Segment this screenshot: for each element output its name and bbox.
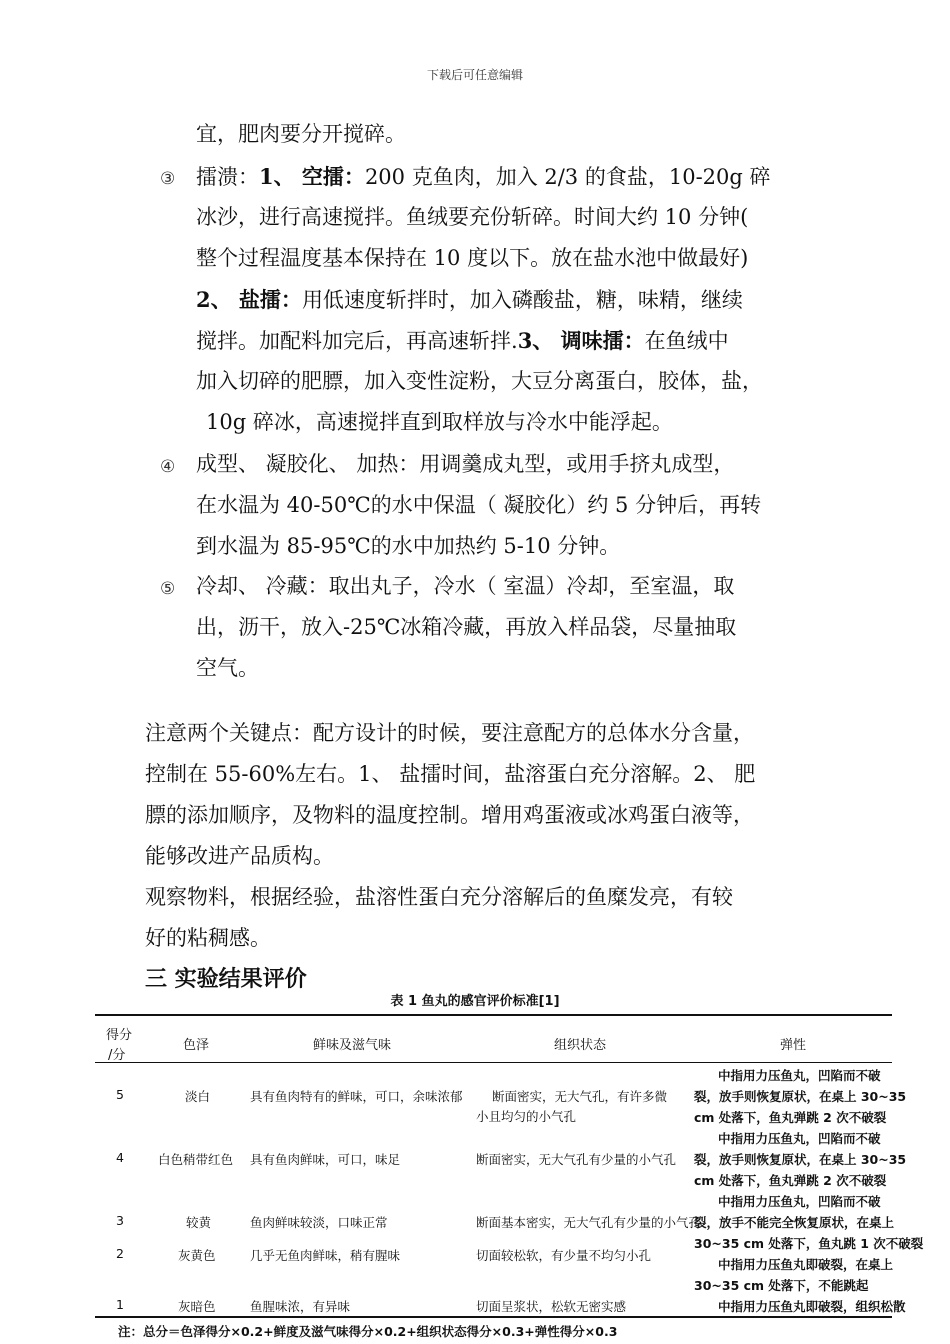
elasticity-text: 裂，放手不能完全恢复原状，在桌上 — [694, 1215, 895, 1230]
table-row-color: 较黄 — [186, 1215, 212, 1230]
page-header: 下载后可任意编辑 — [426, 68, 523, 82]
step-5-marker: ⑤ — [160, 579, 176, 599]
text-line: 到水温为 85-95℃的水中加热约 5-10 分钟。 — [196, 534, 621, 558]
elasticity-text: 中指用力压鱼丸，凹陷而不破 — [718, 1194, 881, 1209]
table-row-tissue: 切面呈浆状，松软无密实感 — [476, 1299, 627, 1314]
table-row-tissue: 断面密实，无大气孔有少量的小气孔 — [476, 1152, 677, 1167]
text-line: 在水温为 40-50℃的水中保温（ 凝胶化）约 5 分钟后，再转 — [196, 493, 762, 517]
text-line: 整个过程温度基本保持在 10 度以下。放在盐水池中做最好) — [196, 246, 749, 270]
elasticity-text: 中指用力压鱼丸，凹陷而不破 — [718, 1131, 881, 1146]
table-row-score: 4 — [116, 1150, 124, 1165]
table-top-rule — [95, 1014, 892, 1016]
note-line: 好的粘稠感。 — [145, 926, 271, 950]
table-row-tissue: 断面密实，无大气孔，有许多微 — [492, 1089, 668, 1104]
table-row-tissue: 小且均匀的小气孔 — [476, 1109, 577, 1124]
header-taste: 鲜味及滋气味 — [313, 1038, 392, 1053]
step-3-marker: ③ — [160, 169, 176, 189]
table-row-color: 灰暗色 — [178, 1299, 216, 1314]
table-row-score: 3 — [116, 1213, 124, 1228]
elasticity-text: 30~35 cm 处落下，鱼丸跳 1 次不破裂 — [694, 1236, 924, 1251]
table-row-color: 灰黄色 — [178, 1248, 216, 1263]
table-row-taste: 具有鱼肉鲜味，可口，味足 — [250, 1152, 401, 1167]
step-4-marker: ④ — [160, 457, 176, 477]
table-header-rule — [95, 1062, 892, 1063]
note-line: 观察物料，根据经验，盐溶性蛋白充分溶解后的鱼糜发亮，有较 — [145, 885, 733, 909]
text-line: 空气。 — [196, 656, 259, 680]
step-3-sub3: 3、 调味擂： — [517, 328, 645, 353]
header-elasticity: 弹性 — [780, 1038, 807, 1053]
note-line: 注意两个关键点：配方设计的时候，要注意配方的总体水分含量， — [145, 721, 754, 745]
table-row-taste: 具有鱼肉特有的鲜味，可口，余味浓郁 — [250, 1089, 463, 1104]
text-line: 出，沥干，放入-25℃冰箱冷藏，再放入样品袋，尽量抽取 — [196, 615, 737, 639]
header-score: 得分 — [106, 1028, 133, 1043]
step-3-text3: 搅拌。加配料加完后，再高速斩拌. — [196, 329, 518, 353]
table-row-taste: 鱼肉鲜味较淡，口味正常 — [250, 1215, 388, 1230]
step-3-sub2: 2、 盐擂： — [196, 287, 302, 312]
text-line: 冰沙，进行高速搅拌。鱼绒要充份斩碎。时间大约 10 分钟( — [196, 205, 749, 229]
text-line: 加入切碎的肥膘，加入变性淀粉，大豆分离蛋白，胶体，盐， — [196, 369, 763, 393]
elasticity-text: 裂，放手则恢复原状，在桌上 30~35 — [694, 1089, 907, 1104]
text-line — [196, 330, 729, 352]
header-tissue: 组织状态 — [554, 1038, 607, 1053]
note-line: 膘的添加顺序，及物料的温度控制。增用鸡蛋液或冰鸡蛋白液等， — [145, 803, 754, 827]
table-row-score: 1 — [116, 1297, 124, 1312]
header-score-unit: /分 — [108, 1048, 126, 1063]
step-3-text2: 用低速度斩拌时，加入磷酸盐，糖，味精，继续 — [301, 288, 743, 312]
elasticity-text: 中指用力压鱼丸，凹陷而不破 — [718, 1068, 881, 1083]
elasticity-text: 裂，放手则恢复原状，在桌上 30~35 — [694, 1152, 907, 1167]
elasticity-text: 中指用力压鱼丸即破裂，在桌上 — [718, 1257, 894, 1272]
note-line: 能够改进产品质构。 — [145, 844, 334, 868]
table-row-score: 5 — [116, 1087, 124, 1102]
table-row-taste: 鱼腥味浓，有异味 — [250, 1299, 351, 1314]
step-5-line: 冷却、 冷藏：取出丸子，冷水（ 室温）冷却，至室温，取 — [196, 574, 735, 598]
step-3-line — [196, 166, 771, 188]
table-row-color: 淡白 — [185, 1089, 211, 1104]
table-note: 注：总分＝色泽得分×0.2+鲜度及滋气味得分×0.2+组织状态得分×0.3+弹性得分×0.3 — [118, 1324, 618, 1339]
step-3-text: 200 克鱼肉，加入 2/3 的食盐，10-20g 碎 — [364, 165, 771, 189]
text-line: 宜，肥肉要分开搅碎。 — [196, 122, 406, 146]
table-row-tissue: 断面基本密实，无大气孔有少量的小气孔 — [476, 1215, 702, 1230]
table-bottom-rule — [95, 1316, 892, 1318]
text-line: 10g 碎冰，高速搅拌直到取样放与冷水中能浮起。 — [206, 410, 673, 434]
table-row-score: 2 — [116, 1246, 124, 1261]
note-line: 控制在 55-60%左右。1、 盐擂时间，盐溶蛋白充分溶解。2、 肥 — [145, 762, 756, 786]
elasticity-text: cm 处落下，鱼丸弹跳 2 次不破裂 — [694, 1173, 887, 1188]
header-color: 色泽 — [183, 1038, 210, 1053]
text-line — [196, 289, 743, 311]
step-3-sub1: 1、 空擂： — [259, 164, 365, 189]
section-title: 三 实验结果评价 — [145, 966, 307, 992]
step-4-line: 成型、 凝胶化、 加热：用调羹成丸型，或用手挤丸成型， — [196, 452, 735, 476]
table-row-tissue: 切面较松软，有少量不均匀小孔 — [476, 1248, 652, 1263]
step-3-title: 擂溃： — [196, 165, 259, 189]
table-row-color: 白色稍带红色 — [158, 1152, 234, 1167]
table-caption: 表 1 鱼丸的感官评价标准[1] — [390, 994, 560, 1009]
elasticity-text: cm 处落下，鱼丸弹跳 2 次不破裂 — [694, 1110, 887, 1125]
table-row-taste: 几乎无鱼肉鲜味，稍有腥味 — [250, 1248, 401, 1263]
step-3-text4: 在鱼绒中 — [644, 329, 729, 353]
elasticity-text: 30~35 cm 处落下，不能跳起 — [694, 1278, 869, 1293]
elasticity-text: 中指用力压鱼丸即破裂，组织松散 — [718, 1299, 906, 1314]
